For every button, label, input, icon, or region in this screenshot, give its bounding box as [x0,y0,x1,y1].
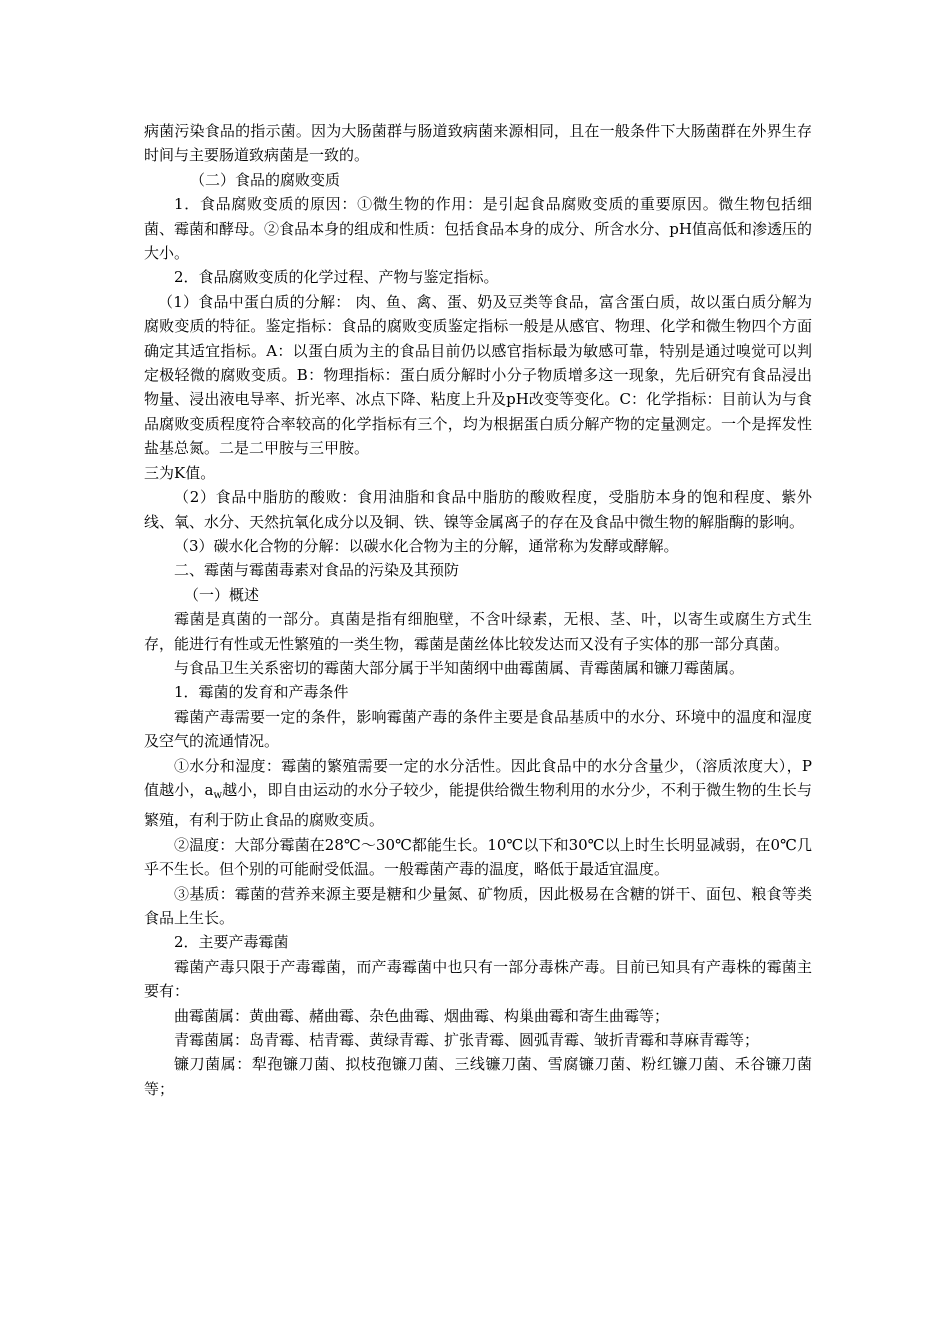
water-text-b: 越小，即自由运动的水分子较少，能提供给微生物利用的水分少，不利于微生物的生长与繁殖，有利于防止食品的腐败变质。 [144,780,812,830]
paragraph-causes: 1．食品腐败变质的原因：①微生物的作用：是引起食品腐败变质的重要原因。微生物包括细菌、霉菌和酵母。②食品本身的组成和性质：包括食品本身的成分、所含水分、pH值高低和渗透压的大小。 [144,195,812,263]
paragraph-chemical-process: 2．食品腐败变质的化学过程、产物与鉴定指标。 [174,268,499,287]
paragraph-temperature: ②温度：大部分霉菌在28℃～30℃都能生长。10℃以下和30℃以上时生长明显减弱，在0℃几乎不生长。但个别的可能耐受低温。一般霉菌产毒的温度，略低于最适宜温度。 [144,835,812,879]
heading-toxigenic-molds: 2．主要产毒霉菌 [174,933,289,952]
paragraph-mold-genera: 与食品卫生关系密切的霉菌大部分属于半知菌纲中曲霉菌属、青霉菌属和镰刀霉菌属。 [174,658,745,677]
paragraph-water-humidity [144,754,812,833]
intro-paragraph: 病菌污染食品的指示菌。因为大肠菌群与肠道致病菌来源相同，且在一般条件下大肠菌群在外界生存时间与主要肠道致病菌是一致的。 [144,122,812,165]
paragraph-fusarium: 镰刀菌属：犁孢镰刀菌、拟枝孢镰刀菌、三线镰刀菌、雪腐镰刀菌、粉红镰刀菌、禾谷镰刀菌等； [144,1055,812,1098]
paragraph-k-value: 三为K值。 [144,463,216,482]
paragraph-penicillium: 青霉菌属：岛青霉、桔青霉、黄绿青霉、扩张青霉、圆弧青霉、皱折青霉和荨麻青霉等； [174,1031,760,1050]
paragraph-toxigenic-intro: 霉菌产毒只限于产毒霉菌，而产毒霉菌中也只有一部分毒株产毒。目前已知具有产毒株的霉菌主要有： [144,957,812,1001]
paragraph-conditions: 霉菌产毒需要一定的条件，影响霉菌产毒的条件主要是食品基质中的水分、环境中的温度和湿度及空气的流通情况。 [144,707,812,751]
water-activity-subscript: w [213,789,223,801]
paragraph-fat: （2）食品中脂肪的酸败：食用油脂和食品中脂肪的酸败程度，受脂肪本身的饱和程度、紫外线、氧、水分、天然抗氧化成分以及铜、铁、镍等金属离子的存在及食品中微生物的解脂酶的影响。 [144,488,812,531]
paragraph-carbohydrate: （3）碳水化合物的分解：以碳水化合物为主的分解，通常称为发酵或酵解。 [174,536,679,555]
paragraph-mold-definition: 霉菌是真菌的一部分。真菌是指有细胞壁，不含叶绿素，无根、茎、叶，以寄生或腐生方式生存，能进行有性或无性繁殖的一类生物，霉菌是菌丝体比较发达而又没有子实体的那一部分真菌。 [144,610,812,653]
subsection-heading-overview: （一）概述 [184,585,260,604]
section-heading-mold: 二、霉菌与霉菌毒素对食品的污染及其预防 [174,561,460,580]
paragraph-substrate: ③基质：霉菌的营养来源主要是糖和少量氮、矿物质，因此极易在含糖的饼干、面包、粮食等类食品上生长。 [144,884,812,927]
water-text-a: ①水分和湿度：霉菌的繁殖需要一定的水分活性。因此食品中的水分含量少，（溶质浓度大），P值越小，a [144,756,812,799]
paragraph-aspergillus: 曲霉菌属：黄曲霉、赭曲霉、杂色曲霉、烟曲霉、构巢曲霉和寄生曲霉等； [174,1006,670,1025]
paragraph-protein: （1）食品中蛋白质的分解： 肉、鱼、禽、蛋、奶及豆类等食品，富含蛋白质，故以蛋白质分解为腐败变质的特征。鉴定指标：食品的腐败变质鉴定指标一般是从感官、物理、化学和微生物四个方面确定其适宜指标。A：以蛋白质为主的食品目前仍以感官指标最为敏感可靠，特别是通过嗅觉可以判定极轻微的腐败变质。B：物理指标：蛋白质分解时小分子物质增多这一现象，先后研究有食品浸出物量、浸出液电导率、折光率、冰点下降、粘度上升及pH改变等变化。C：化学指标：目前认为与食品腐败变质程度符合率较高的化学指标有三个，均为根据蛋白质分解产物的定量测定。一个是挥发性盐基总氮。二是二甲胺与三甲胺。 [144,292,812,458]
document-page [144,119,812,1101]
section-heading-spoilage: （二）食品的腐败变质 [190,170,341,189]
heading-development-conditions: 1．霉菌的发育和产毒条件 [174,683,349,702]
